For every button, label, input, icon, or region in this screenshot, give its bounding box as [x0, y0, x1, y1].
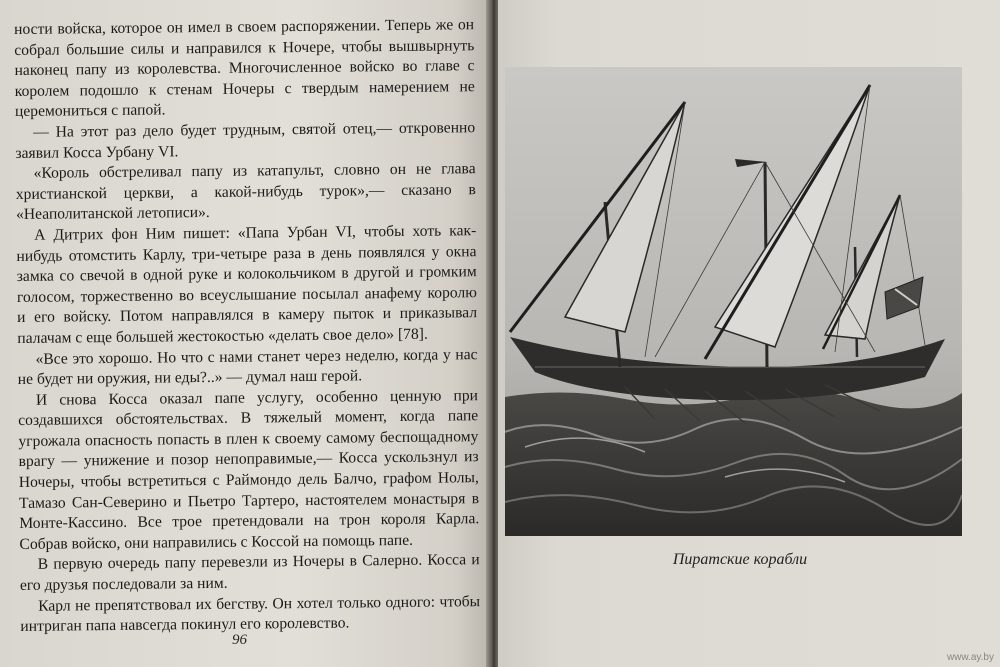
page-number: 96 [232, 632, 247, 648]
left-page [0, 0, 493, 667]
paragraph: ности войска, которое он имел в своем распоряжении. Теперь же он собрал большие силы и направился к Ночере, чтобы вышвырнуть наконец папу из королевства. Многочисленное войско во главе с королем подошло к стенам Ночеры с твердым намерением не церемониться с папой. [14, 16, 475, 121]
paragraph: — На этот раз дело будет трудным, святой отец,— откровенно заявил Косса Урбану VI. [15, 119, 476, 162]
paragraph: А Дитрих фон Ним пишет: «Папа Урбан VI, чтобы хоть как-нибудь отомстить Карлу, три-четыре раза в день появлялся у окна замка со свечой в одной руке и колокольчиком в другой и громким голосом, торжественно во всеуслышание посылал анафему королю и его войску. Потом направлялся в камеру пыток и приказывал палачам с еще большей жестокостью «делать свое дело» [78]. [16, 222, 478, 347]
ship-drawing [505, 67, 962, 536]
paragraph: Карл не препятствовал их бегству. Он хотел только одного: чтобы интриган папа навсегда покинул его королевство. [20, 592, 481, 636]
body-text [14, 15, 480, 638]
watermark: www.ay.by [946, 652, 994, 663]
paragraph: «Все это хорошо. Но что с нами станет через неделю, когда у нас не будет ни оружия, ни еды?..» — думал наш герой. [17, 345, 478, 389]
paragraph: В первую очередь папу перевезли из Ночеры в Салерно. Косса и его друзья последовали за ним. [19, 551, 480, 594]
paragraph: «Король обстреливал папу из катапульт, словно он не глава христианской церкви, а какой-нибудь турок»,— сказано в «Неаполитанской летописи». [15, 160, 476, 224]
paragraph: И снова Косса оказал папе услугу, особенно ценную при создавшихся обстоятельствах. В тяжелый момент, когда папе угрожала опасность попасть в плен к своему самому беспощадному врагу — унижение и позор непоправимые,— Косса ускользнул из Ночеры, чтобы встретиться с Раймондо дель Балчо, графом Нолы, Тамазо Сан-Северино и Пьетро Тартеро, настоятелем монастыря в Монте-Кассино. Все трое претендовали на трон короля Карла. Собрав войско, они направились с Коссой на помощь папе. [18, 386, 480, 553]
figure-caption: Пиратские корабли [672, 551, 808, 568]
sailing-ships-illustration [505, 67, 962, 536]
